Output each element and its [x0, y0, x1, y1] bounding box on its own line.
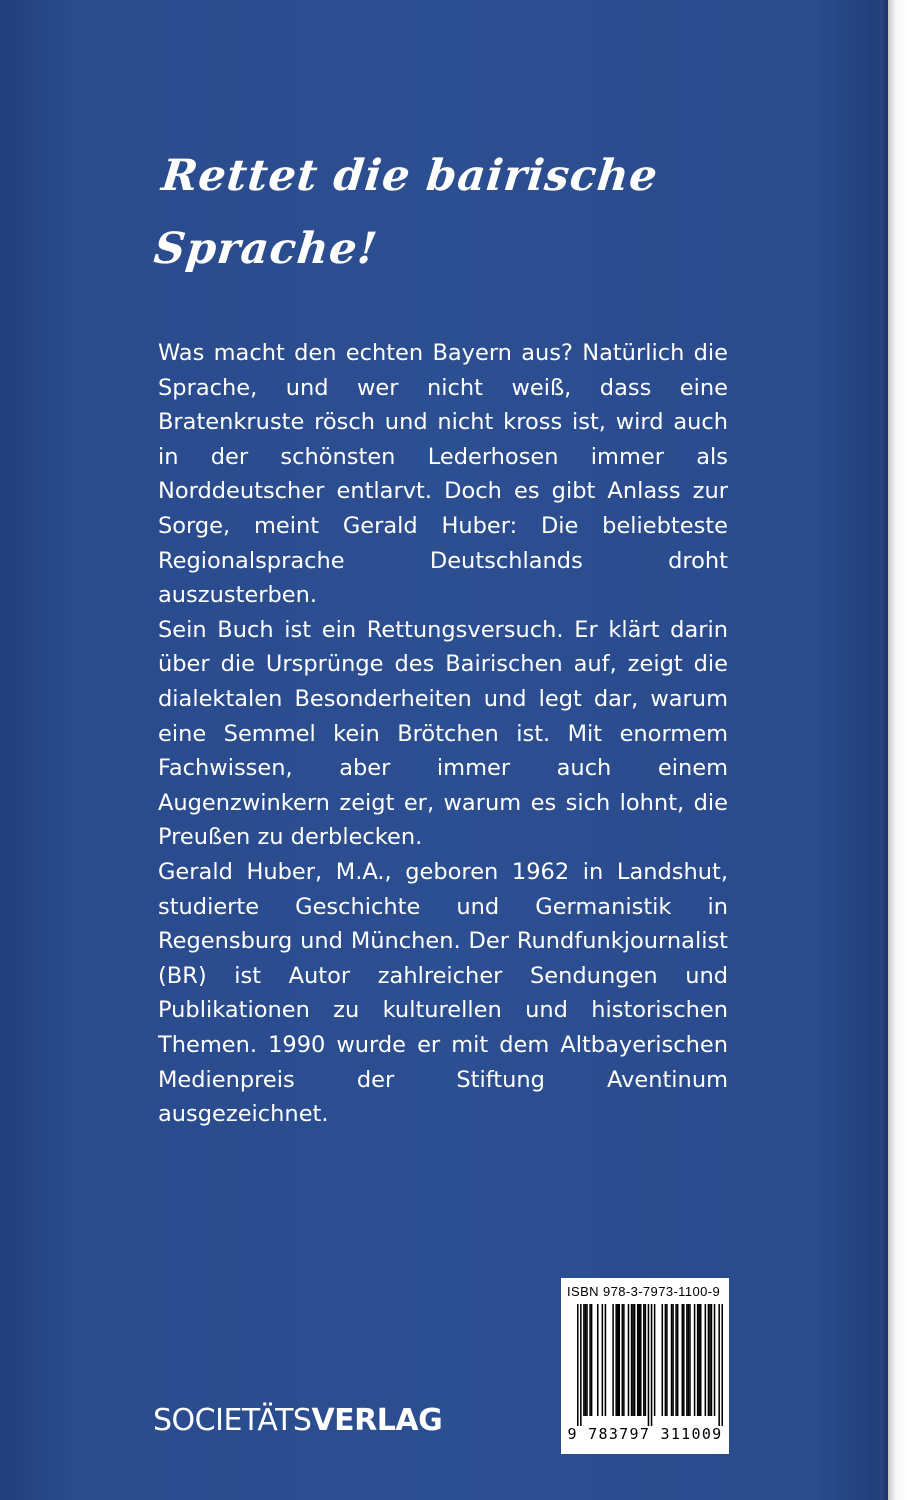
- barcode-bar: [697, 1304, 699, 1416]
- barcode-bar: [694, 1304, 696, 1416]
- barcode-bar: [648, 1304, 650, 1426]
- barcode-bar: [714, 1304, 716, 1416]
- barcode-bar: [662, 1304, 664, 1416]
- barcode-bar: [686, 1304, 688, 1416]
- barcode-bar: [651, 1304, 653, 1426]
- barcode-bar: [580, 1304, 582, 1426]
- publisher-logo-part-1: SOCIETÄTS: [153, 1403, 312, 1438]
- publisher-logo: [153, 1403, 442, 1438]
- barcode-bar: [640, 1304, 642, 1416]
- barcode-bar: [689, 1304, 691, 1416]
- barcode-bar: [643, 1304, 645, 1416]
- barcode-bar: [638, 1304, 640, 1416]
- barcode-bar: [705, 1304, 707, 1416]
- cover-title-line-1: Rettet die bairische: [159, 151, 661, 201]
- barcode-bar: [634, 1304, 636, 1416]
- barcode-bar: [617, 1304, 619, 1416]
- barcode-bar: [700, 1304, 702, 1416]
- barcode-bar: [602, 1304, 604, 1416]
- barcode-bar: [589, 1304, 591, 1416]
- barcode-bar: [615, 1304, 617, 1416]
- barcode-bar: [632, 1304, 634, 1416]
- page-edge: [888, 0, 907, 1500]
- publisher-logo-part-2: VERLAG: [311, 1403, 443, 1438]
- barcode-bar: [586, 1304, 588, 1416]
- cover-title-line-2: Sprache!: [151, 224, 381, 274]
- barcode-bar: [721, 1304, 723, 1426]
- barcode-bar: [591, 1304, 593, 1416]
- barcode-bars: [567, 1304, 723, 1426]
- cover-edge-shadow: [880, 0, 888, 1500]
- barcode-bar: [718, 1304, 720, 1426]
- blurb-paragraph-1: Was macht den echten Bayern aus? Natürlich die Sprache, und wer nicht weiß, dass eine Bratenkruste rösch und nicht kross ist, wird auch in der schönsten Lederhosen immer als Norddeutscher entlarvt. Doch es gibt Anlass zur Sorge, meint Gerald Huber: Die beliebteste Regionalsprache Deutschlands droht auszusterben.: [158, 340, 728, 609]
- barcode-bar: [645, 1304, 647, 1416]
- barcode-bar: [612, 1304, 614, 1416]
- barcode-bar: [698, 1304, 700, 1416]
- isbn-barcode: [561, 1278, 729, 1454]
- barcode-bar: [711, 1304, 713, 1416]
- barcode-bar: [675, 1304, 677, 1416]
- blurb-paragraph-2: Sein Buch ist ein Rettungsversuch. Er klärt darin über die Ursprünge des Bairischen auf, zeigt die dialektalen Besonderheiten und legt dar, warum eine Semmel kein Brötchen ist. Mit enormem Fachwissen, aber immer auch einem Augenzwinkern zeigt er, warum es sich lohnt, die Preußen zu derblecken.: [158, 616, 728, 851]
- barcode-bar: [677, 1304, 679, 1416]
- barcode-bar: [597, 1304, 599, 1416]
- isbn-label: ISBN 978-3-7973-1100-9: [567, 1284, 721, 1299]
- barcode-bar: [708, 1304, 710, 1416]
- barcode-bar: [672, 1304, 674, 1416]
- barcode-bar: [637, 1304, 639, 1416]
- barcode-bar: [618, 1304, 620, 1416]
- barcode-bar: [577, 1304, 579, 1426]
- barcode-bar: [585, 1304, 587, 1416]
- barcode-bar: [623, 1304, 625, 1416]
- ean-digits: 9 783797 311009: [567, 1425, 723, 1443]
- barcode-bar: [622, 1304, 624, 1416]
- blurb-text: [158, 336, 728, 855]
- barcode-bar: [709, 1304, 711, 1416]
- barcode-bar: [631, 1304, 633, 1416]
- barcode-bar: [688, 1304, 690, 1416]
- barcode-bar: [665, 1304, 667, 1416]
- barcode-bar: [671, 1304, 673, 1416]
- barcode-bar: [683, 1304, 685, 1416]
- barcode-bar: [605, 1304, 607, 1416]
- barcode-bar: [654, 1304, 656, 1416]
- author-bio: Gerald Huber, M.A., geboren 1962 in Landshut, studierte Geschichte und Germanistik in Regensburg und München. Der Rundfunkjournalist (BR) ist Autor zahlreicher Sendungen und Publikationen zu kulturellen und historischen Themen. 1990 wurde er mit dem Altbayerischen Medienpreis der Stiftung Aventinum ausgezeichnet.: [158, 859, 728, 1128]
- cover-title: [150, 140, 765, 286]
- barcode-bar: [682, 1304, 684, 1416]
- barcode-bar: [583, 1304, 585, 1416]
- barcode-bar: [666, 1304, 668, 1416]
- barcode-bar: [628, 1304, 630, 1416]
